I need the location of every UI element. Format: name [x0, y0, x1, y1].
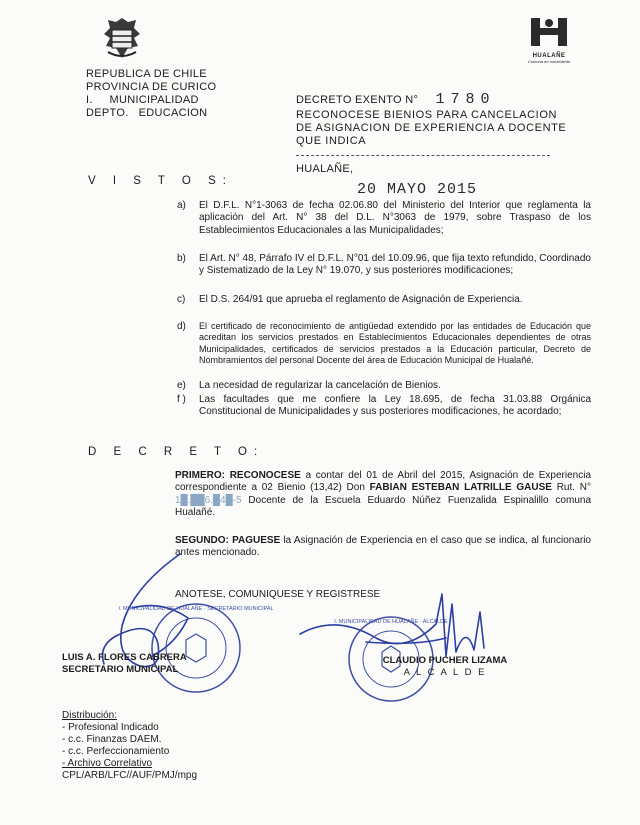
item-letter: b) — [177, 253, 186, 264]
vistos-item-c: El D.S. 264/91 que aprueba el reglamento de Asignación de Experiencia. — [199, 294, 523, 305]
seal-left-text: I. MUNICIPALIDAD DE HUALAÑE · SECRETARIO MUNICIPAL — [118, 606, 274, 612]
primero-tail: Docente de la Escuela Eduardo Núñez Fuenzalida Espinalillo comuna Hualañé. — [175, 494, 591, 518]
coat-of-arms-icon — [98, 16, 146, 62]
decree-number: 1780 — [435, 91, 496, 108]
vistos-item-a: El D.F.L. N°1-3063 de fecha 02.06.80 del Ministerio del Interior que reglamenta la aplicación del Art. N° 38 del D.L. N°3063 de 1979, sobre Traspaso de los Establecimientos Educacionales a las Municipalidades; — [199, 200, 591, 236]
item-letter: f ) — [177, 394, 186, 405]
item-letter: e) — [177, 380, 186, 391]
logo-name: HUALAÑE — [532, 53, 566, 59]
distribution-item: - Profesional Indicado — [62, 722, 159, 733]
header-line: I. MUNICIPALIDAD — [86, 94, 199, 106]
subject-line: QUE INDICA — [296, 135, 367, 147]
item-letter: d) — [177, 321, 186, 332]
distribution-list — [62, 710, 248, 782]
segundo-text: la Asignación de Experiencia en el caso que se indica, al funcionario antes mencionado. — [175, 535, 591, 559]
decreto-heading: D E C R E T O: — [88, 446, 265, 458]
date-stamp: 20 MAYO 2015 — [357, 181, 478, 198]
header-line: DEPTO. EDUCACION — [86, 107, 208, 119]
decree-title — [296, 93, 496, 107]
hualane-logo-icon — [529, 16, 569, 48]
header-line: PROVINCIA DE CURICO — [86, 81, 217, 93]
segundo-label: SEGUNDO: PAGUESE — [175, 535, 281, 546]
vistos-heading: V I S T O S: — [88, 175, 233, 187]
institution-header — [86, 68, 246, 120]
rut-label: Rut. N° — [556, 482, 591, 494]
decree-subject — [296, 109, 566, 148]
seal-right-text: I. MUNICIPALIDAD DE HUALAÑE · ALCALDE — [334, 619, 448, 625]
hualane-logo — [524, 16, 574, 64]
item-letter: a) — [177, 200, 186, 211]
mayor-block — [370, 655, 520, 679]
logo-subtitle: Comuna en movimiento — [527, 59, 571, 64]
subject-line: DE ASIGNACION DE EXPERIENCIA A DOCENTE — [296, 122, 567, 134]
item-letter: c) — [177, 294, 186, 305]
teacher-name: FABIAN ESTEBAN LATRILLE GAUSE — [369, 482, 552, 494]
distribution-item: - c.c. Perfeccionamiento — [62, 746, 170, 757]
rut-value: 1█.██6.█4█-5 — [175, 494, 242, 506]
secretary-name: LUIS A. FLORES CABRERA — [62, 652, 187, 663]
mayor-title: A L C A L D E — [403, 667, 487, 678]
vistos-item-f: Las facultades que me confiere la Ley 18.695, de fecha 31.03.88 Orgánica Constitucional de Municipalidades y sus posteriores modificaciones, he acordado; — [199, 394, 591, 418]
header-line: REPUBLICA DE CHILE — [86, 68, 207, 80]
primero-label: PRIMERO: RECONOCESE — [175, 470, 301, 481]
subject-line: RECONOCESE BIENIOS PARA CANCELACION — [296, 109, 558, 121]
vistos-item-d: El certificado de reconocimiento de antigüedad extendido por las entidades de Educación que acreditan los servicios prestados en Establecimientos Educacionales dependientes de otras Municipalidades, certificados de servicios prestados a la Educación particular, Decreto de Nombramientos del personal Docente del área de Educación Municipal de Hualañé. — [199, 321, 591, 365]
secretary-title: SECRETARIO MUNICIPAL — [62, 664, 179, 675]
dashed-divider — [296, 155, 550, 156]
vistos-item-b: El Art. N° 48, Párrafo IV el D.F.L. N°01 del 10.09.96, que fija texto refundido, Coordinado y Sistematizado de la Ley N° 19.070, y sus posteriores modificaciones; — [199, 253, 591, 277]
primero-paragraph — [175, 470, 591, 519]
primero-text: a contar del 01 de Abril del 2015, Asignación de Experiencia correspondiente a 02 Bienio (13,42) Don — [175, 470, 592, 494]
segundo-paragraph — [175, 535, 591, 560]
mayor-name: CLAUDIO PUCHER LIZAMA — [382, 655, 508, 666]
distribution-item: - Archivo Correlativo — [62, 758, 153, 769]
secretary-block — [62, 652, 187, 676]
closing-formula: ANOTESE, COMUNIQUESE Y REGISTRESE — [175, 589, 381, 600]
distribution-item: - c.c. Finanzas DAEM. — [62, 734, 162, 745]
decree-label: DECRETO EXENTO N° — [296, 94, 419, 106]
place-label: HUALAÑE, — [296, 163, 354, 175]
vistos-item-e: La necesidad de regularizar la cancelación de Bienios. — [199, 380, 441, 391]
distribution-initials: CPL/ARB/LFC//AUF/PMJ/mpg — [62, 770, 198, 781]
distribution-title: Distribución: — [62, 710, 118, 721]
